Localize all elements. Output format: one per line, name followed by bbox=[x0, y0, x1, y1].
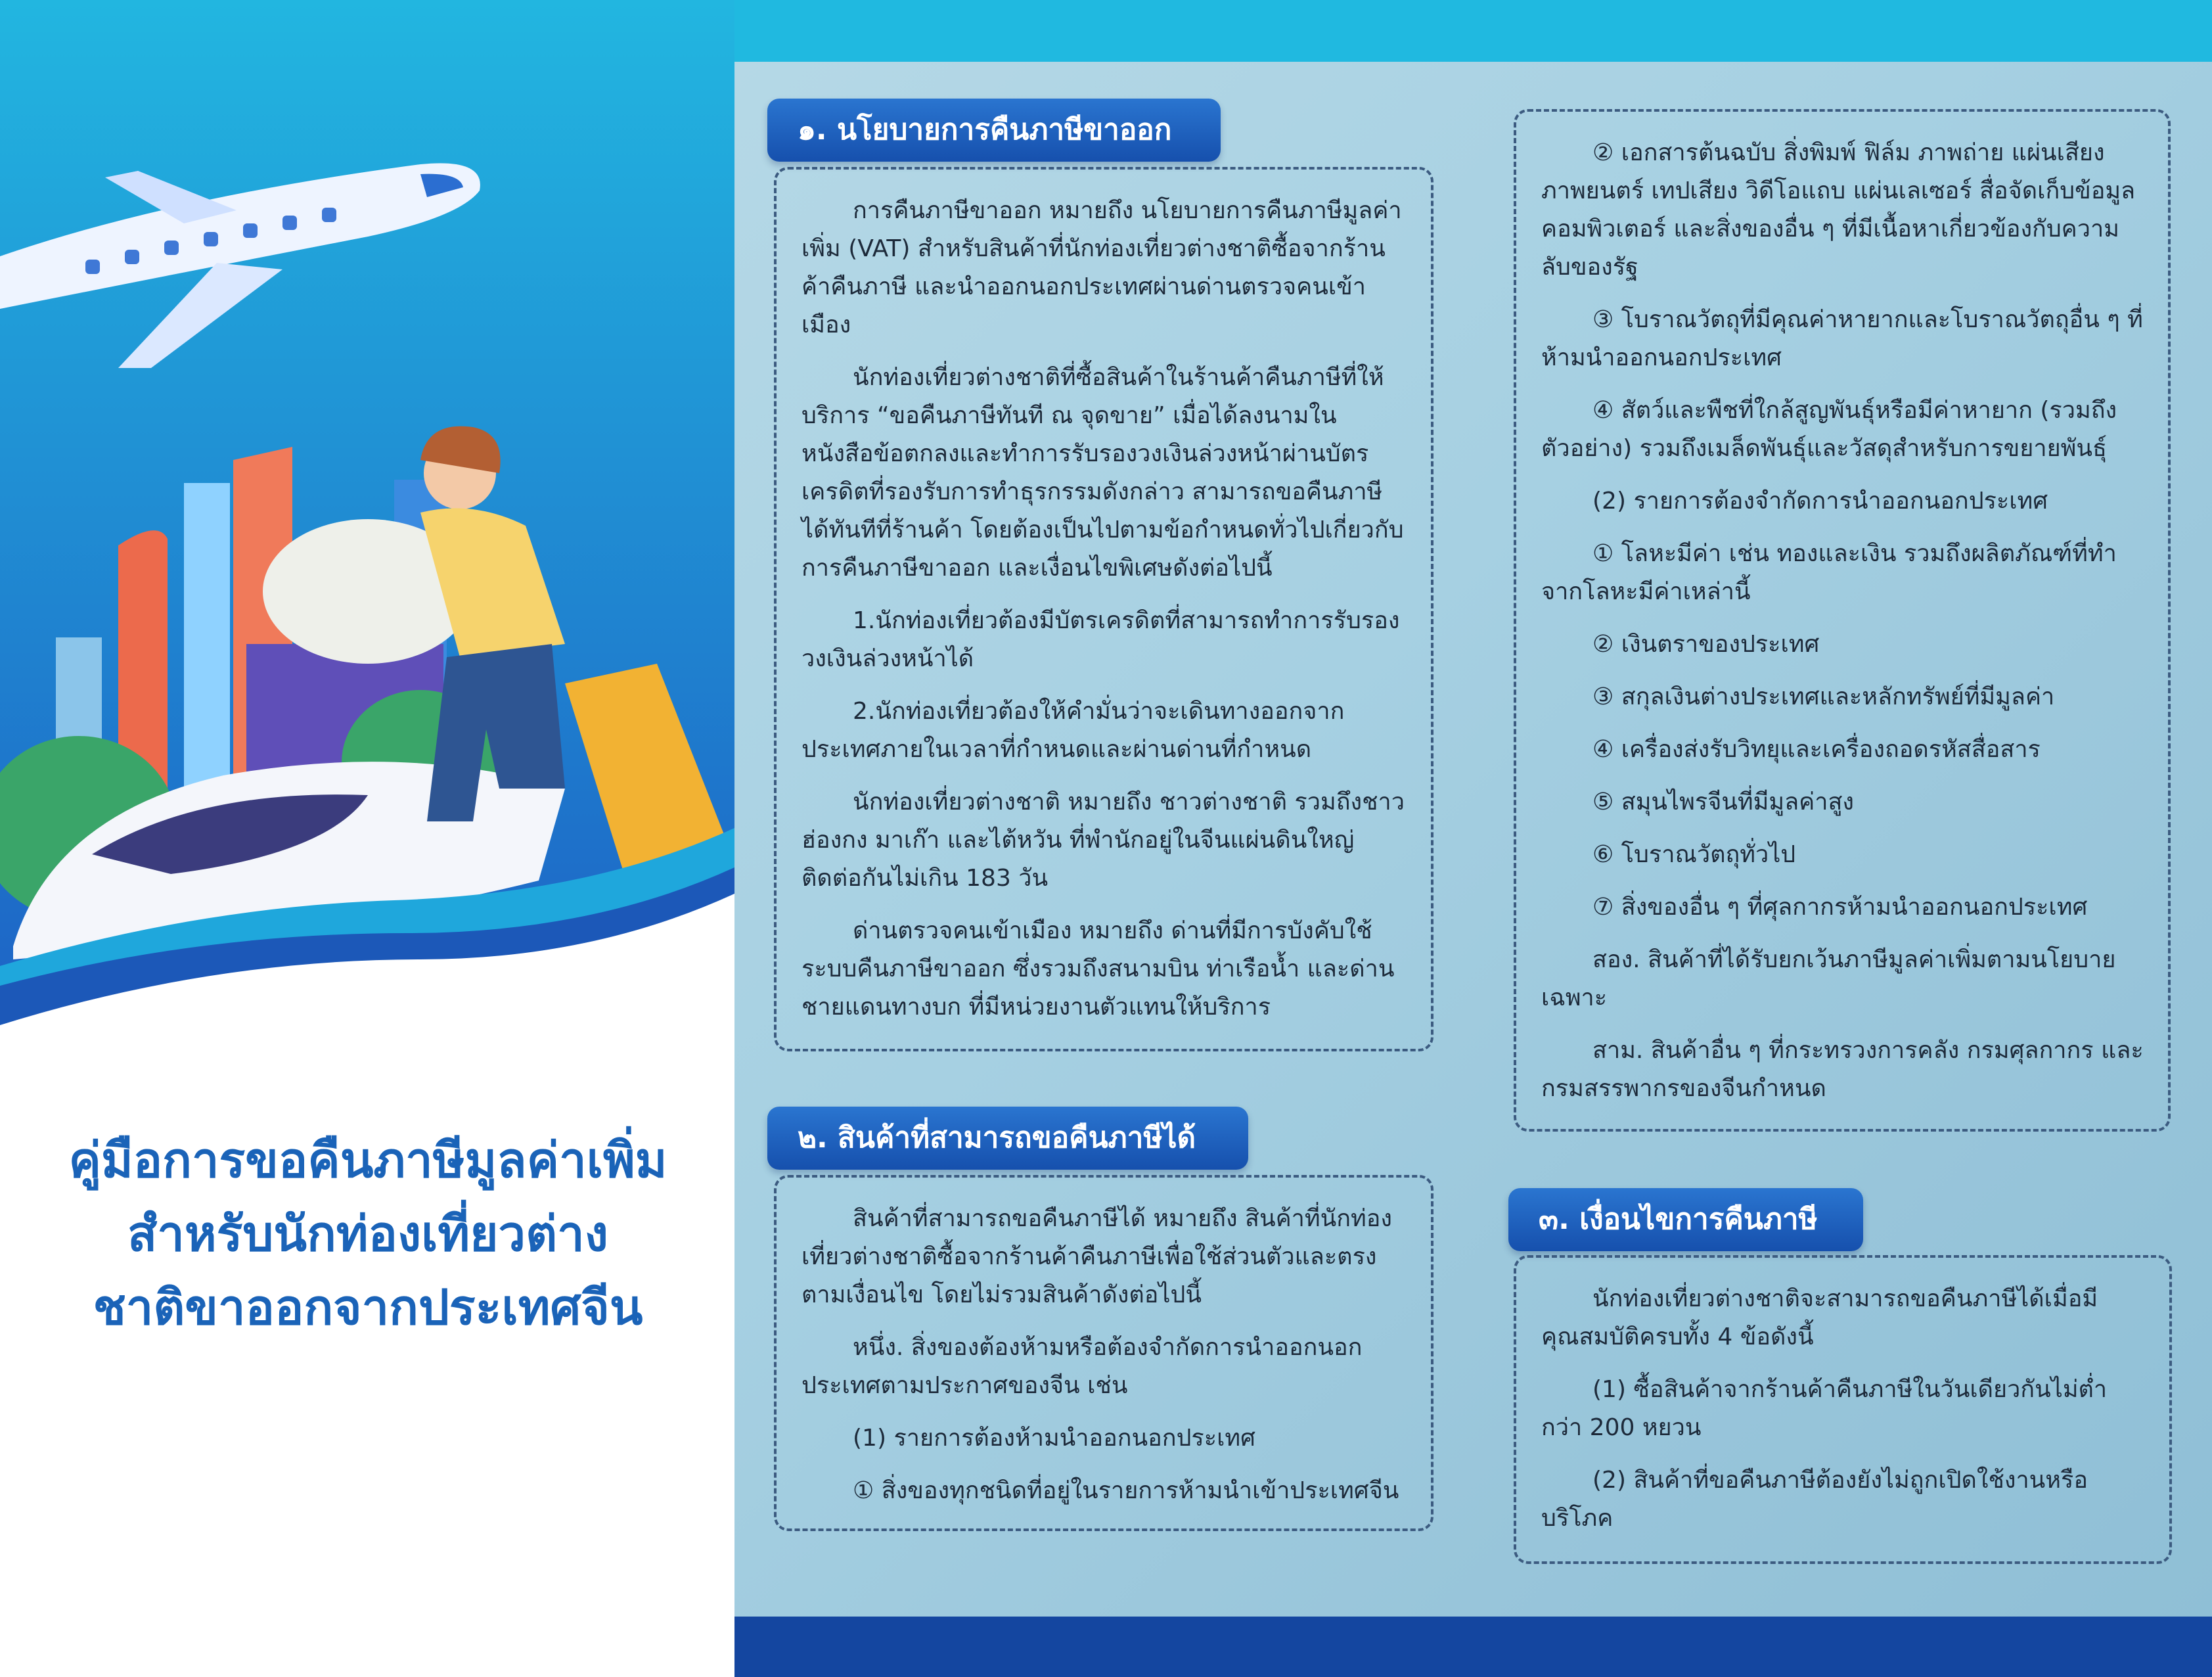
section-1-box bbox=[774, 167, 1433, 1051]
section-2-cont-paragraph: ② เงินตราของประเทศ bbox=[1592, 631, 1820, 658]
section-1-paragraph: 2.นักท่องเที่ยวต้องให้คำมั่นว่าจะเดินทางออกจากประเทศภายในเวลาที่กำหนดและผ่านด่านที่กำหนด bbox=[801, 698, 1345, 763]
travel-illustration bbox=[0, 0, 734, 1065]
section-3-paragraph: นักท่องเที่ยวต่างชาติจะสามารถขอคืนภาษีได้เมื่อมีคุณสมบัติครบทั้ง 4 ข้อดังนี้ bbox=[1541, 1285, 2098, 1350]
section-2-continued-box bbox=[1514, 109, 2171, 1132]
section-2-cont-paragraph: สาม. สินค้าอื่น ๆ ที่กระทรวงการคลัง กรมศุลกากร และกรมสรรพากรของจีนกำหนด bbox=[1541, 1037, 2144, 1102]
section-2-paragraph: หนึ่ง. สิ่งของต้องห้ามหรือต้องจำกัดการนำออกนอกประเทศตามประกาศของจีน เช่น bbox=[801, 1334, 1363, 1399]
cover-title bbox=[26, 1124, 710, 1344]
section-2-cont-paragraph: ① โลหะมีค่า เช่น ทองและเงิน รวมถึงผลิตภัณฑ์ที่ทำจากโลหะมีค่าเหล่านี้ bbox=[1541, 540, 2117, 605]
section-2-paragraph: ① สิ่งของทุกชนิดที่อยู่ในรายการห้ามนำเข้าประเทศจีน bbox=[853, 1477, 1399, 1504]
section-1-paragraph: นักท่องเที่ยวต่างชาติ หมายถึง ชาวต่างชาติ รวมถึงชาวฮ่องกง มาเก๊า และไต้หวัน ที่พำนักอยู่ในจีนแผ่นดินใหญ่ติดต่อกันไม่เกิน 183 วัน bbox=[801, 789, 1405, 892]
section-2-cont-paragraph: ④ เครื่องส่งรับวิทยุและเครื่องถอดรหัสสื่อสาร bbox=[1592, 736, 2041, 763]
section-3-box bbox=[1514, 1255, 2172, 1564]
section-1-paragraph: การคืนภาษีขาออก หมายถึง นโยบายการคืนภาษีมูลค่าเพิ่ม (VAT) สำหรับสินค้าที่นักท่องเที่ยวต่างชาติซื้อจากร้านค้าคืนภาษี และนำออกนอกประเทศผ่านด่านตรวจคนเข้าเมือง bbox=[801, 197, 1402, 338]
top-accent-bar bbox=[734, 0, 2212, 62]
section-1-paragraph: ด่านตรวจคนเข้าเมือง หมายถึง ด่านที่มีการบังคับใช้ระบบคืนภาษีขาออก ซึ่งรวมถึงสนามบิน ท่าเรือน้ำ และด่านชายแดนทางบก ที่มีหน่วยงานตัวแทนให้บริการ bbox=[801, 917, 1395, 1021]
section-2-paragraph: สินค้าที่สามารถขอคืนภาษีได้ หมายถึง สินค้าที่นักท่องเที่ยวต่างชาติซื้อจากร้านค้าคืนภาษีเพื่อใช้ส่วนตัวและตรงตามเงื่อนไข โดยไม่รวมสินค้าดังต่อไปนี้ bbox=[801, 1205, 1392, 1308]
section-2-cont-paragraph: ② เอกสารต้นฉบับ สิ่งพิมพ์ ฟิล์ม ภาพถ่าย แผ่นเสียงภาพยนตร์ เทปเสียง วิดีโอแถบ แผ่นเลเซอร์ สื่อจัดเก็บข้อมูลคอมพิวเตอร์ และสิ่งของอื่น ๆ ที่มีเนื้อหาเกี่ยวข้องกับความลับของรัฐ bbox=[1541, 139, 2136, 281]
section-2-cont-paragraph: ⑤ สมุนไพรจีนที่มีมูลค่าสูง bbox=[1592, 789, 1855, 816]
section-2-box bbox=[774, 1175, 1433, 1531]
section-2-cont-paragraph: ⑦ สิ่งของอื่น ๆ ที่ศุลกากรห้ามนำออกนอกประเทศ bbox=[1592, 894, 2088, 921]
cover-title-line-2: สำหรับนักท่องเที่ยวต่าง bbox=[127, 1206, 608, 1262]
section-2-paragraph: (1) รายการต้องห้ามนำออกนอกประเทศ bbox=[853, 1425, 1255, 1452]
section-3-header: ๓. เงื่อนไขการคืนภาษี bbox=[1508, 1188, 1863, 1251]
section-3-paragraph: (2) สินค้าที่ขอคืนภาษีต้องยังไม่ถูกเปิดใช้งานหรือบริโภค bbox=[1541, 1467, 2088, 1532]
section-3-paragraph: (1) ซื้อสินค้าจากร้านค้าคืนภาษีในวันเดียวกันไม่ต่ำกว่า 200 หยวน bbox=[1541, 1376, 2108, 1441]
content-panel bbox=[734, 62, 2212, 1617]
bottom-accent-bar bbox=[734, 1617, 2212, 1677]
section-1-paragraph: นักท่องเที่ยวต่างชาติที่ซื้อสินค้าในร้านค้าคืนภาษีที่ให้บริการ “ขอคืนภาษีทันที ณ จุดขาย” เมื่อได้ลงนามในหนังสือข้อตกลงและทำการรับรองวงเงินล่วงหน้าผ่านบัตรเครดิตที่รองรับการทำธุรกรรมดังกล่าว สามารถขอคืนภาษีได้ทันทีที่ร้านค้า โดยต้องเป็นไปตามข้อกำหนดทั่วไปเกี่ยวกับการคืนภาษีขาออก และเงื่อนไขพิเศษดังต่อไปนี้ bbox=[801, 364, 1404, 582]
cover-title-line-3: ชาติขาออกจากประเทศจีน bbox=[93, 1279, 643, 1336]
section-2-cont-paragraph: ④ สัตว์และพืชที่ใกล้สูญพันธุ์หรือมีค่าหายาก (รวมถึงตัวอย่าง) รวมถึงเมล็ดพันธุ์และวัสดุสำหรับการขยายพันธุ์ bbox=[1541, 397, 2117, 462]
section-2-header: ๒. สินค้าที่สามารถขอคืนภาษีได้ bbox=[767, 1107, 1248, 1170]
section-2-cont-paragraph: ③ โบราณวัตถุที่มีคุณค่าหายากและโบราณวัตถุอื่น ๆ ที่ห้ามนำออกนอกประเทศ bbox=[1541, 306, 2143, 371]
section-1-header: ๑. นโยบายการคืนภาษีขาออก bbox=[767, 99, 1221, 162]
section-2-cont-paragraph: (2) รายการต้องจำกัดการนำออกนอกประเทศ bbox=[1592, 488, 2048, 515]
cover-title-line-1: คู่มือการขอคืนภาษีมูลค่าเพิ่ม bbox=[68, 1132, 667, 1189]
section-2-cont-paragraph: ③ สกุลเงินต่างประเทศและหลักทรัพย์ที่มีมูลค่า bbox=[1592, 683, 2055, 710]
section-2-cont-paragraph: สอง. สินค้าที่ได้รับยกเว้นภาษีมูลค่าเพิ่มตามนโยบายเฉพาะ bbox=[1541, 946, 2116, 1011]
section-1-paragraph: 1.นักท่องเที่ยวต้องมีบัตรเครดิตที่สามารถทำการรับรองวงเงินล่วงหน้าได้ bbox=[801, 607, 1400, 672]
section-2-cont-paragraph: ⑥ โบราณวัตถุทั่วไป bbox=[1592, 841, 1796, 868]
cover-panel bbox=[0, 0, 734, 1677]
